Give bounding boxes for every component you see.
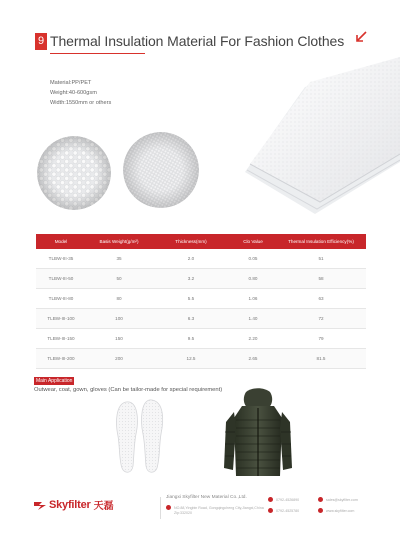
table-header — [36, 234, 366, 249]
brand-name-cn: 天磊 — [93, 501, 114, 512]
column-header: Model — [54, 239, 68, 244]
table-cell: 2.65 — [248, 356, 258, 361]
footer-divider — [160, 497, 161, 519]
table-cell: 12.5 — [186, 356, 196, 361]
table-cell: TLBW-III-35 — [48, 256, 74, 261]
table-row — [36, 269, 366, 289]
fax-text: 0792-4525780 — [276, 508, 300, 513]
table-row — [36, 249, 366, 269]
table-cell: TLBW-III-80 — [48, 296, 74, 301]
table-cell: 3.2 — [187, 276, 195, 281]
insole-image — [112, 396, 168, 476]
table-cell: 100 — [115, 316, 123, 321]
table-cell: 50 — [116, 276, 122, 281]
spec-width: Width:1550mm or others — [50, 100, 112, 106]
table-cell: TLBW-III-150 — [47, 336, 75, 341]
spec-list — [50, 78, 111, 108]
table-cell: 5.5 — [187, 296, 195, 301]
phone-line — [268, 497, 299, 502]
zip-line — [174, 511, 192, 515]
table-cell: 200 — [115, 356, 123, 361]
table-cell: 72 — [318, 316, 324, 321]
table-cell: 150 — [115, 336, 123, 341]
phone-text: 0792-4526890 — [276, 497, 300, 502]
arrow-down-left-icon — [354, 30, 368, 44]
column-header: Basis Weight(g/m²) — [99, 239, 139, 244]
table-cell: 35 — [116, 256, 122, 261]
section-number-badge: 9 — [35, 33, 47, 50]
table-cell: 9.5 — [187, 336, 195, 341]
jacket-image — [222, 388, 294, 482]
email-icon — [318, 497, 323, 502]
table-cell: 0.80 — [248, 276, 258, 281]
company-name: Jiangxi Skyfilter New Material Co.,Ltd. — [166, 495, 247, 500]
web-icon — [318, 508, 323, 513]
phone-icon — [268, 497, 273, 502]
table-cell: TLBW-III-50 — [48, 276, 74, 281]
email-line[interactable] — [318, 497, 358, 502]
table-cell: 81.5 — [316, 356, 326, 361]
email-text[interactable]: sales@skyfilter.com — [326, 497, 358, 502]
table-body — [36, 249, 366, 369]
table-cell: 80 — [116, 296, 122, 301]
column-header: Thermal Insulation Efficiency(%) — [288, 239, 354, 244]
address-line — [166, 505, 264, 510]
table-cell: 6.3 — [187, 316, 195, 321]
web-line[interactable] — [318, 508, 354, 513]
table-cell: 2.20 — [248, 336, 258, 341]
table-cell: 63 — [318, 296, 324, 301]
application-tag: Main Application — [36, 378, 73, 384]
table-cell: TLBW-III-200 — [47, 356, 75, 361]
spec-weight: Weight:40-600gsm — [50, 90, 97, 96]
table-cell: 58 — [318, 276, 324, 281]
stacked-sheets-image — [225, 52, 400, 214]
application-text: Outwear, coat, gown, gloves (Can be tailor-made for special requirement) — [34, 387, 223, 393]
page-title: Thermal Insulation Material For Fashion Clothes — [50, 33, 345, 49]
table-row — [36, 289, 366, 309]
spec-material: Material:PP/PET — [50, 80, 92, 86]
web-text[interactable]: www.skyfilter.com — [326, 508, 355, 513]
fax-icon — [268, 508, 273, 513]
table-cell: 51 — [318, 256, 324, 261]
table-cell: 1.40 — [248, 316, 258, 321]
location-icon — [166, 505, 171, 510]
table-cell: 1.06 — [248, 296, 258, 301]
column-header: Clo Value — [243, 239, 263, 244]
table-row — [36, 329, 366, 349]
brand-name: Skyfilter — [49, 498, 91, 511]
table-cell: 2.0 — [187, 256, 195, 261]
title-underline — [50, 53, 145, 54]
table-row — [36, 349, 366, 369]
brand-logo — [34, 497, 114, 512]
table-cell: 79 — [318, 336, 324, 341]
table-cell: 0.05 — [248, 256, 258, 261]
spec-table — [36, 234, 366, 369]
skyfilter-logo-icon — [34, 500, 46, 510]
address-text: NO.88,Yingbin Road, Gongqingcheng City,Jiangxi,China — [174, 505, 264, 510]
column-header: Thickness(mm) — [175, 239, 207, 244]
material-closeup-image-coarse — [37, 136, 111, 210]
material-closeup-image-fine — [123, 132, 199, 208]
zip-text: Zip:332020 — [174, 511, 192, 515]
table-cell: TLBW-III-100 — [47, 316, 75, 321]
table-row — [36, 309, 366, 329]
fax-line — [268, 508, 299, 513]
